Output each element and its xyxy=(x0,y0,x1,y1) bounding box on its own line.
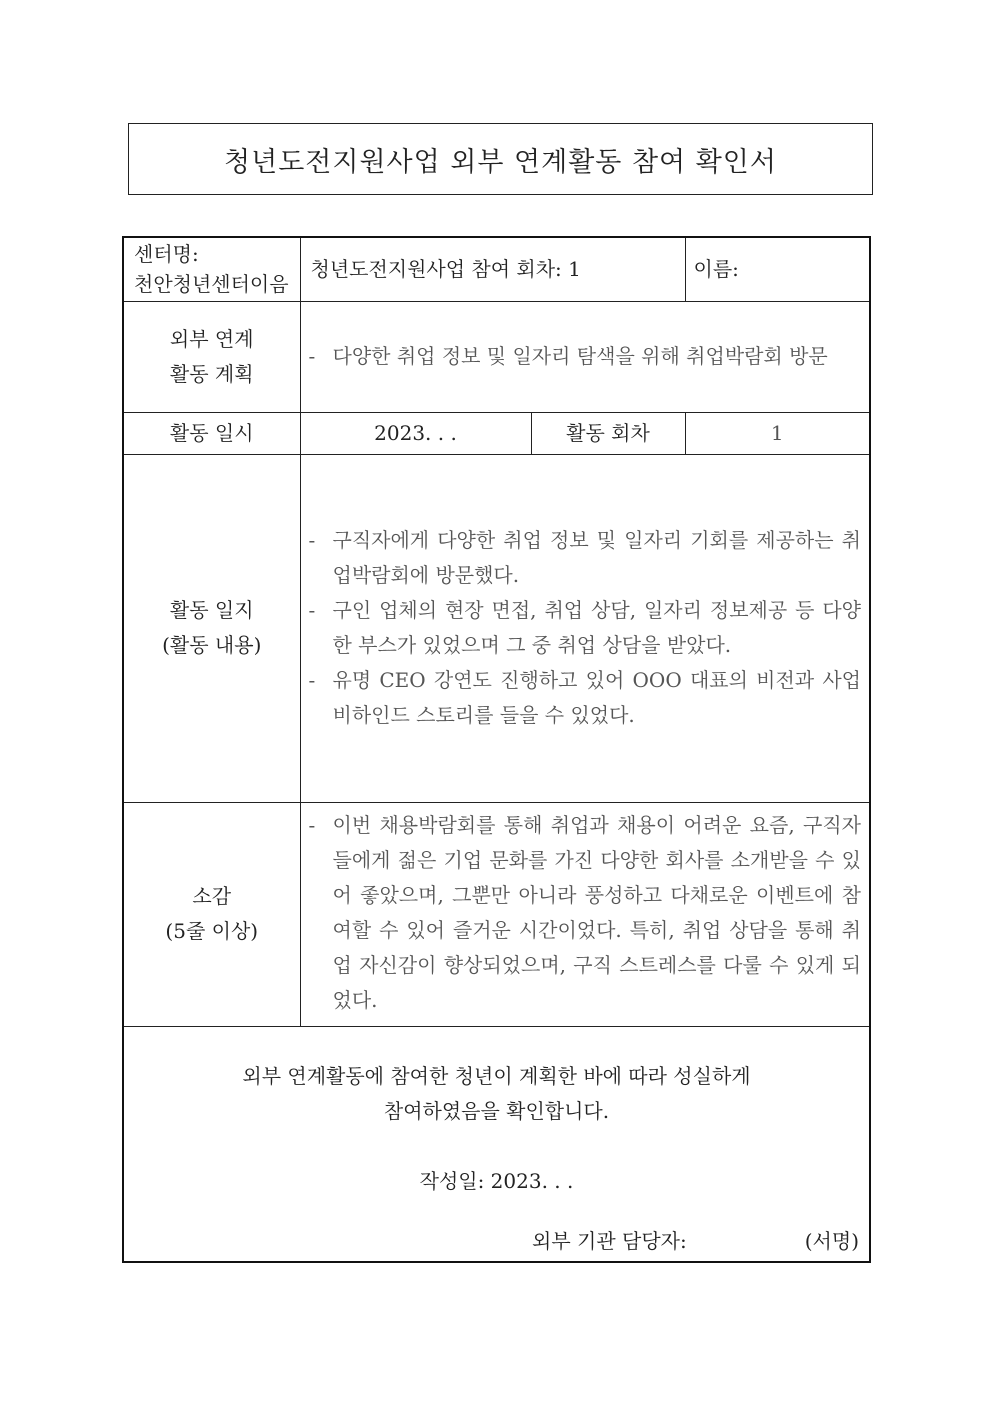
activity-journal-item: - 유명 CEO 강연도 진행하고 있어 OOO 대표의 비전과 사업 비하인드 스토리를 들을 수 있었다. xyxy=(309,663,862,733)
activity-datetime-value: 2023. . . xyxy=(300,412,531,454)
review-label-line2: (5줄 이상) xyxy=(165,919,259,943)
row-activity-datetime xyxy=(123,412,870,454)
row-activity-journal xyxy=(123,454,870,802)
activity-journal-content-cell xyxy=(300,454,870,802)
review-content-cell xyxy=(300,802,870,1026)
review-label-cell xyxy=(123,802,300,1026)
row-confirmation xyxy=(123,1026,870,1262)
activity-session-label: 활동 회차 xyxy=(531,412,685,454)
document-title: 청년도전지원사업 외부 연계활동 참여 확인서 xyxy=(128,123,873,195)
review-item: - 이번 채용박람회를 통해 취업과 채용이 어려운 요즘, 구직자들에게 젊은 기업 문화를 가진 다양한 회사를 소개받을 수 있어 좋았으며, 그뿐만 아니라 풍성하고 다채로운 이벤트에 참여할 수 있어 즐거운 시간이었다. 특히, 취업 상담을 통해 취업 자신감이 향상되었으며, 구직 스트레스를 다룰 수 있게 되었다. xyxy=(309,808,862,1018)
center-name-cell xyxy=(123,237,300,301)
activity-journal-item: - 구직자에게 다양한 취업 정보 및 일자리 기회를 제공하는 취업박람회에 방문했다. xyxy=(309,523,862,593)
row-activity-plan xyxy=(123,301,870,412)
center-name-label: 센터명: xyxy=(134,242,199,267)
name-cell xyxy=(685,237,870,301)
activity-journal-label-cell xyxy=(123,454,300,802)
review-label-line1: 소감 xyxy=(192,884,232,908)
row-review xyxy=(123,802,870,1026)
activity-journal-label-line1: 활동 일지 xyxy=(169,598,254,622)
signer-label: 외부 기관 담당자: xyxy=(532,1228,687,1253)
confirmation-line1: 외부 연계활동에 참여한 청년이 계획한 바에 따라 성실하게 xyxy=(242,1063,751,1088)
participation-session: 청년도전지원사업 참여 회차: 1 xyxy=(310,256,581,281)
activity-datetime-label: 활동 일시 xyxy=(123,412,300,454)
signature-placeholder: (서명) xyxy=(804,1228,859,1253)
name-label: 이름: xyxy=(693,256,739,281)
participation-session-cell xyxy=(300,237,685,301)
activity-plan-label-line2: 활동 계획 xyxy=(169,361,254,386)
activity-plan-label-line1: 외부 연계 xyxy=(169,326,254,351)
confirmation-form-table xyxy=(122,236,871,1263)
signature-line xyxy=(124,1224,869,1259)
confirmation-cell xyxy=(123,1026,870,1262)
center-name-value: 천안청년센터이음 xyxy=(134,272,289,297)
activity-journal-item: - 구인 업체의 현장 면접, 취업 상담, 일자리 정보제공 등 다양한 부스가 있었으며 그 중 취업 상담을 받았다. xyxy=(309,593,862,663)
confirmation-line2: 참여하였음을 확인합니다. xyxy=(383,1098,610,1123)
row-center-info xyxy=(123,237,870,301)
activity-journal-label-line2: (활동 내용) xyxy=(162,633,262,657)
activity-plan-item: - 다양한 취업 정보 및 일자리 탐색을 위해 취업박람회 방문 xyxy=(309,339,862,374)
written-date: 작성일: 2023. . . xyxy=(419,1168,574,1193)
activity-session-value: 1 xyxy=(685,412,870,454)
activity-plan-label-cell xyxy=(123,301,300,412)
activity-plan-content-cell xyxy=(300,301,870,412)
